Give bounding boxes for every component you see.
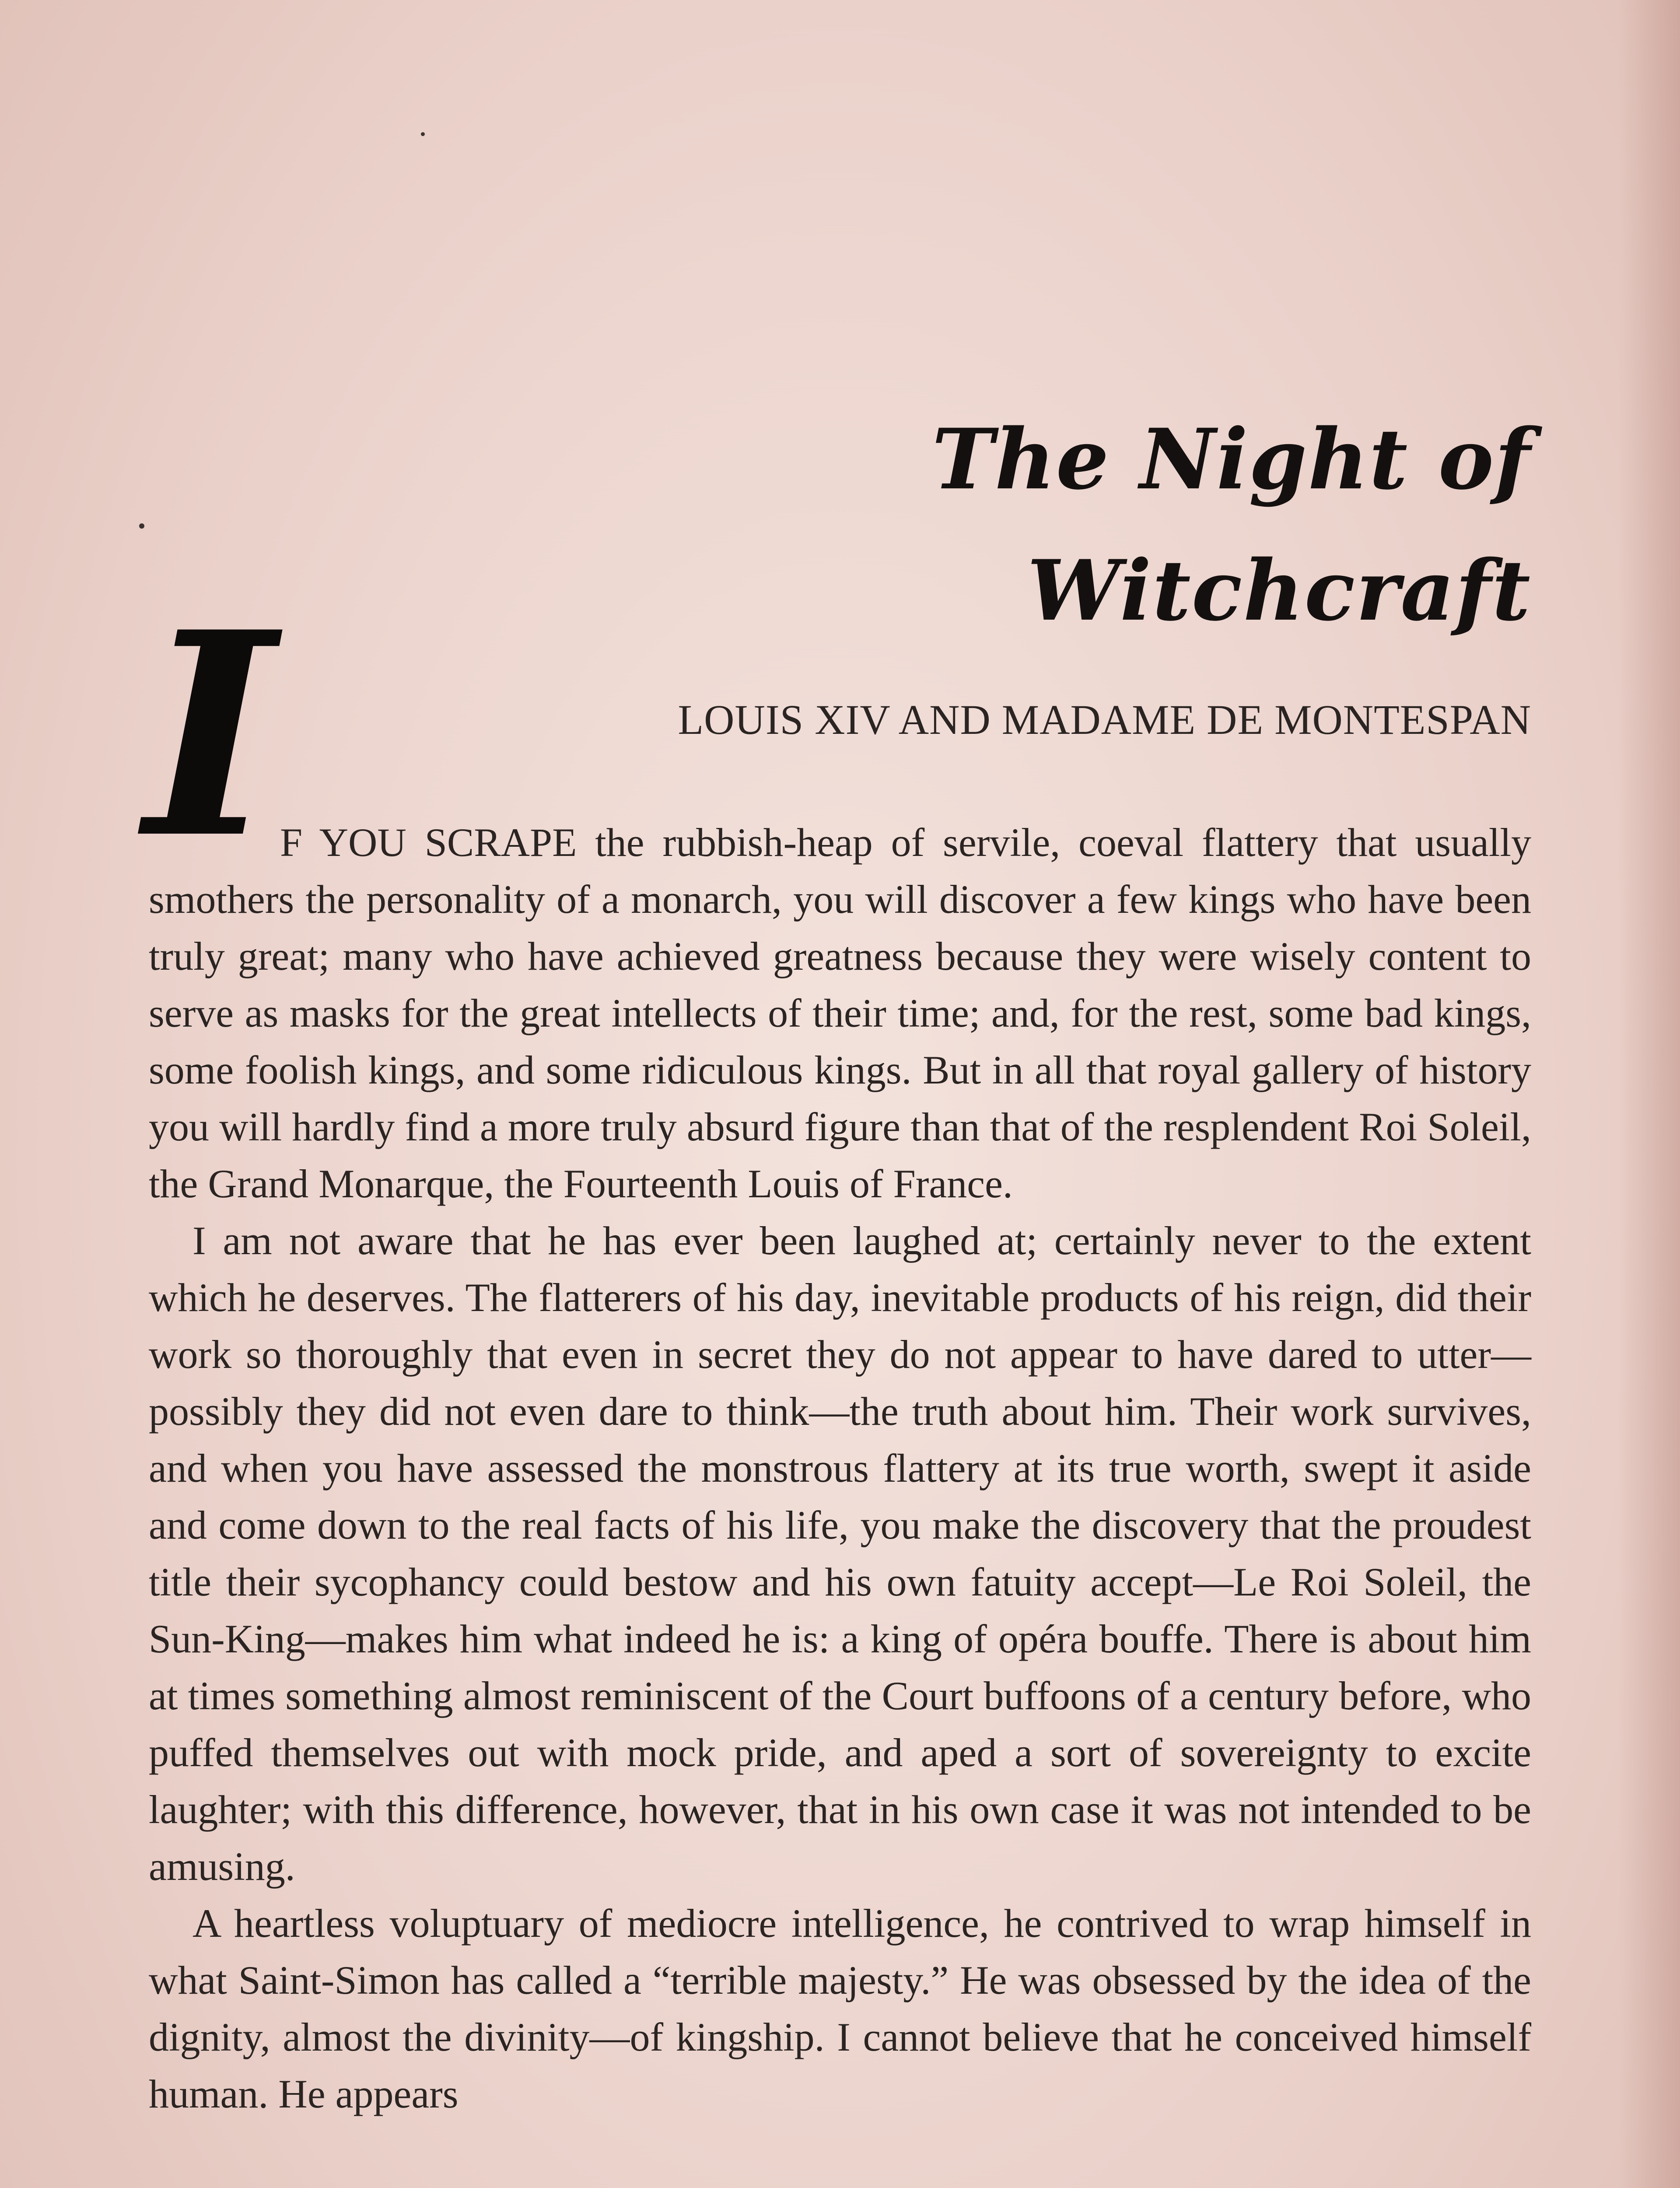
chapter-title-line-1: The Night of bbox=[932, 410, 1531, 508]
chapter-title bbox=[932, 394, 1531, 656]
body-text bbox=[149, 814, 1531, 2122]
chapter-title-line-2: Witchcraft bbox=[1027, 542, 1531, 639]
drop-cap: I bbox=[144, 571, 276, 900]
paragraph-3: A heartless voluptuary of mediocre intelligence, he contrived to wrap himself in what Saint-Simon has called a “terrible majesty.” He was obsessed by the idea of the dignity, almost the divinity—of kingship. I cannot believe that he conceived himself human. He appears bbox=[149, 1901, 1531, 2116]
page-edge-shadow bbox=[1619, 0, 1680, 2188]
ink-speck bbox=[421, 132, 425, 136]
ink-speck bbox=[139, 523, 144, 529]
paragraph-2: I am not aware that he has ever been laughed at; certainly never to the extent which he deserves. The flatterers of his day, inevitable products of his reign, did their work so thoroughly that even in secret they do not appear to have dared to utter—possibly they did not even dare to think—the truth about him. Their work survives, and when you have assessed the monstrous flattery at its true worth, swept it aside and come down to the real facts of his life, you make the discovery that the proudest title their sycophancy could bestow and his own fatuity accept—Le Roi Soleil, the Sun-King—makes him what indeed he is: a king of opéra bouffe. There is about him at times something almost reminiscent of the Court buffoons of a century before, who puffed themselves out with mock pride, and aped a sort of sovereignty to excite laughter; with this difference, however, that in his own case it was not intended to be amusing. bbox=[149, 1218, 1531, 1889]
chapter-subtitle: LOUIS XIV AND MADAME DE MONTESPAN bbox=[678, 696, 1531, 743]
paragraph-1: F YOU SCRAPE the rubbish-heap of servile, coeval flattery that usually smothers the personality of a monarch, you will discover a few kings who have been truly great; many who have achieved greatness because they were wisely content to serve as masks for the great intellects of their time; and, for the rest, some bad kings, some foolish kings, and some ridiculous kings. But in all that royal gallery of history you will hardly find a more truly absurd figure than that of the resplendent Roi Soleil, the Grand Monarque, the Fourteenth Louis of France. bbox=[149, 820, 1531, 1206]
